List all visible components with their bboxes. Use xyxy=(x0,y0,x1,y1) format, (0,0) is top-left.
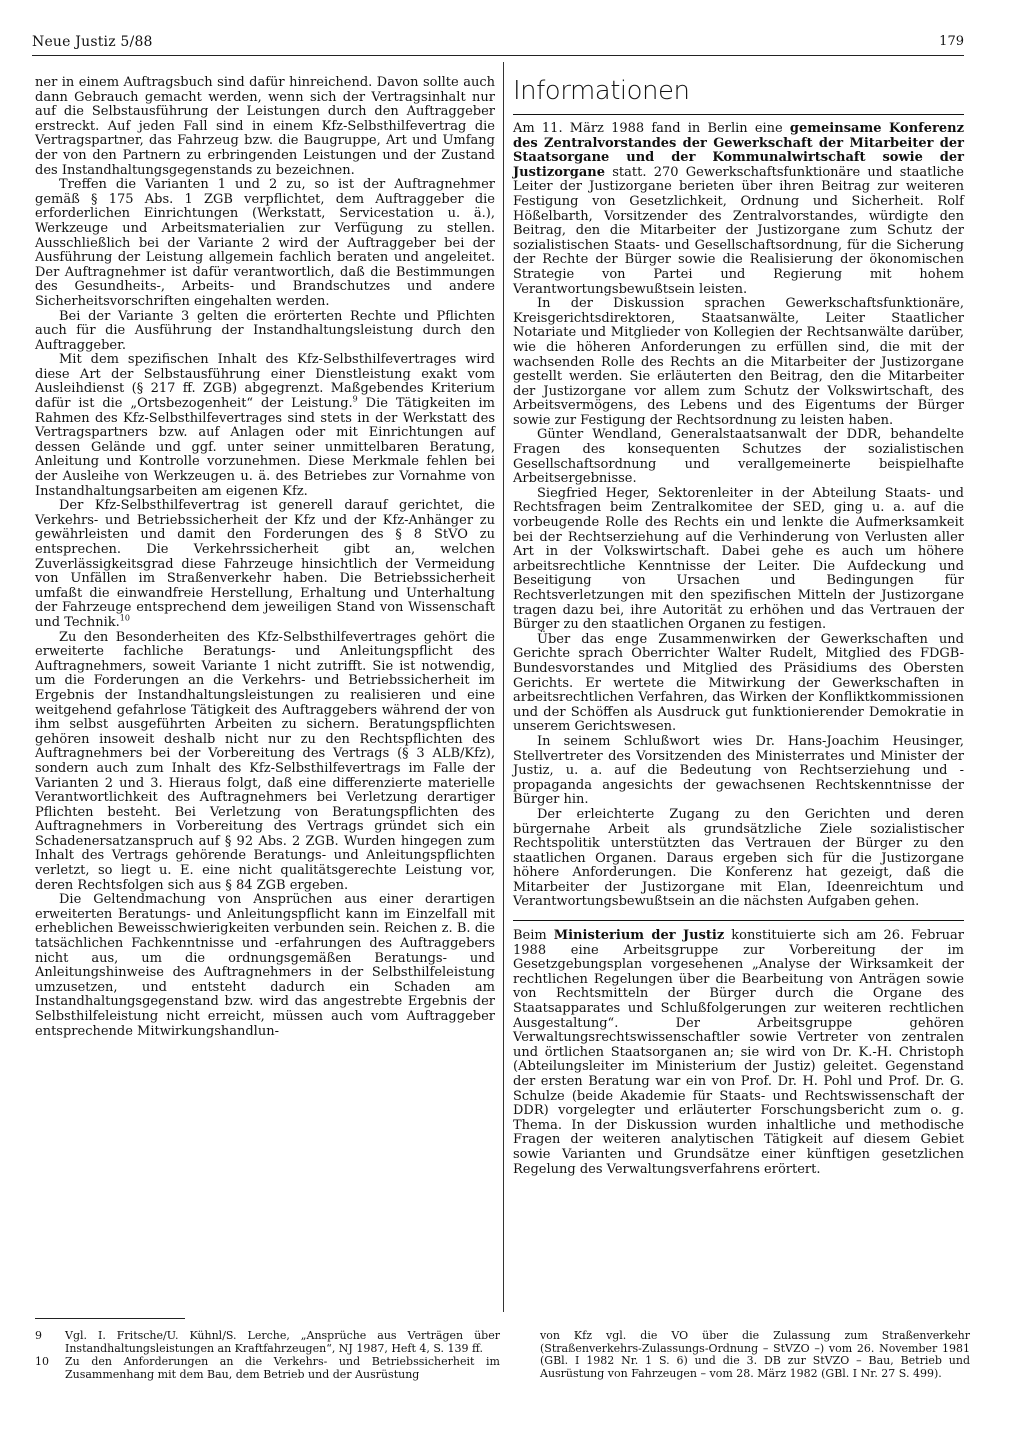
right-column xyxy=(513,76,964,1177)
left-paragraph-5-text: Der Kfz-Selbsthilfevertrag ist generell darauf gerichtet, die Verkehrs- und Betriebssicherheit der Kfz und der Kfz-Anhänger zu gewährleisten und damit den Forderungen des § 8 StVO zu entsprechen. Die Verkehrssicherheit gibt an, welchen Zuverlässigkeitsgrad diese Fahrzeuge hinsichtlich der Vermeidung von Unfällen im Straßenverkehr haben. Die Betriebssicherheit umfaßt die einwandfreie Herstellung, Erhaltung und Unterhaltung der Fahrzeuge entsprechend dem jeweiligen Stand von Wissenschaft und Technik. xyxy=(35,498,495,630)
section-rule xyxy=(513,114,964,115)
column-divider xyxy=(503,62,504,1312)
info-item-1-lead xyxy=(513,122,964,297)
info-item-1-paragraph-4: Siegfried Heger, Sektorenleiter in der Abteilung Staats- und Rechtsfragen beim Zentralkomitee der SED, ging u. a. auf die vorbeugende Rolle des Rechts ein und lenkte die Aufmerksamkeit bei der Rechtserziehung auf die Verhinderung von Verlusten aller Art in der Volkswirtschaft. Dabei gehe es auch um höhere arbeitsrechtliche Kenntnisse der Leiter. Die Aufdeckung und Beseitigung von Ursachen und Bedingungen für Rechtsverletzungen mit den spezifischen Mitteln der Justizorgane tragen dazu bei, ihre Autorität zu erhöhen und das Vertrauen der Bürger zu den staatlichen Organen zu festigen. xyxy=(513,485,964,633)
left-paragraph-4-continuation: Die Tätigkeiten im Rahmen des Kfz-Selbsthilfevertrages sind stets in der Werkstatt des Vertragspartners bzw. auf Anlagen oder mit Einrichtungen auf dessen Gelände und ggf. unter seiner unmittelbaren Beratung, Anleitung und Kontrolle vorzunehmen. Diese Merkmale fehlen bei der Ausleihe von Werkzeugen u. ä. des Betriebes zur Vornahme von Instandhaltungsarbeiten am eigenen Kfz. xyxy=(35,396,495,499)
left-paragraph-3: Bei der Variante 3 gelten die erörterten Rechte und Pflichten auch für die Ausführung der Instandhaltungsleistung durch den Auftraggeber. xyxy=(35,308,495,353)
info-item-2-lead-rest: konstituierte sich am 26. Februar 1988 eine Arbeitsgruppe zur Vorbereitung der im Gesetzgebungsplan vorgesehenen „Analyse der Wirksamkeit der rechtlichen Regelungen über die Bearbeitung von Anträgen sowie von Rechtsmitteln der Bürger durch die Organe des Staatsapparates und Schlußfolgerungen zur weiteren rechtlichen Ausgestaltung“. Der Arbeitsgruppe gehören Verwaltungsrechtswissenschaftler sowie Vertreter von zentralen und örtlichen Staatsorganen an; sie wird von Dr. K.-H. Christoph (Abteilungsleiter im Ministerium der Justiz) geleitet. Gegenstand der ersten Beratung war ein von Prof. Dr. H. Pohl und Prof. Dr. G. Schulze (beide Akademie für Staats- und Rechtswissenschaft der DDR) vorgelegter und erläuterter Forschungsbericht zum o. g. Thema. In der Diskussion wurden inhaltliche und methodische Fragen der weiteren analytischen Tätigkeit auf diesem Gebiet sowie Varianten und Grundsätze einer künftigen gesetzlichen Regelung des Verwaltungsverfahrens erörtert. xyxy=(513,928,964,1177)
left-paragraph-7: Die Geltendmachung von Ansprüchen aus einer derartigen erweiterten Beratungs- und Anleitungspflicht kann im Einzelfall mit erheblichen Beweisschwierigkeiten verbunden sein. Reichen z. B. die tatsächlichen Fachkenntnisse und -erfahrungen des Auftraggebers nicht aus, um die ordnungsgemäßen Beratungs- und Anleitungshinweise des Auftragnehmers in der Selbsthilfeleistung umzusetzen, und entsteht dadurch ein Schaden am Instandhaltungsgegenstand bzw. wird das angestrebte Ergebnis der Selbsthilfeleistung nicht erreicht, müssen auch vom Auftraggeber entsprechende Mitwirkungshandlun- xyxy=(35,892,495,1039)
info-item-1-lead-rest: statt. 270 Gewerkschaftsfunktionäre und staatliche Leiter der Justizorgane berieten über ihren Beitrag zur weiteren Festigung von Gesetzlichkeit, Ordnung und Sicherheit. Rolf Hößelbarth, Vorsitzender des Zentralvorstandes, würdigte den Beitrag, den die Mitarbeiter der Justizorgane zum Schutz der sozialistischen Staats- und Gesellschaftsordnung, für die Sicherung der Rechte der Bürger sowie die Realisierung der ökonomischen Strategie von Partei und Regierung mit hohem Verantwortungsbewußtsein leisten. xyxy=(513,164,964,297)
left-paragraph-6: Zu den Besonderheiten des Kfz-Selbsthilfevertrages gehört die erweiterte fachliche Beratungs- und Anleitungspflicht des Auftragnehmers, soweit Variante 1 nicht zutrifft. Sie ist notwendig, um die Forderungen an die Verkehrs- und Betriebssicherheit im Ergebnis der Instandhaltungsleistungen zu realisieren und eine weitgehend gefahrlose Tätigkeit des Auftraggebers während der von ihm selbst ausgeführten Arbeiten zu sichern. Beratungspflichten gehören insoweit deshalb nicht nur zu den Rechtspflichten des Auftragnehmers bei der Vorbereitung des Vertrags (§ 3 ALB/Kfz), sondern auch zum Inhalt des Kfz-Selbsthilfevertrags im Falle der Varianten 2 und 3. Hieraus folgt, daß eine differenzierte materielle Verantwortlichkeit des Auftragnehmers bei Verletzung derartiger Pflichten besteht. Bei Verletzung von Beratungspflichten des Auftragnehmers in Vorbereitung des Vertrags gründet sich ein Schadenersatzanspruch auf § 92 Abs. 2 ZGB. Wurden hingegen zum Inhalt des Vertrags gehörende Beratungs- und Anleitungspflichten verletzt, so liegt u. E. eine nicht qualitätsgerechte Leistung vor, deren Rechtsfolgen sich aus § 84 ZGB ergeben. xyxy=(35,629,495,893)
left-paragraph-2: Treffen die Varianten 1 und 2 zu, so ist der Auftragnehmer gemäß § 175 Abs. 1 ZGB verpflichtet, dem Auftraggeber die erforderlichen Einrichtungen (Werkstatt, Servicestation u. ä.), Werkzeuge und Arbeitsmaterialien zur Verfügung zu stellen. Ausschließlich bei der Variante 2 wird der Auftraggeber bei der Ausführung der Leistung allgemein fachlich beraten und angeleitet. Der Auftragnehmer ist dafür verantwortlich, daß die Bestimmungen des Gesundheits-, Arbeits- und Brandschutzes und andere Sicherheitsvorschriften eingehalten werden. xyxy=(35,177,495,309)
footnote-9 xyxy=(35,1330,500,1355)
info-item-1-paragraph-7: Der erleichterte Zugang zu den Gerichten und deren bürgernahe Arbeit als grundsätzliche Ziele sozialistischer Rechtspolitik unterstützten das Vertrauen der Bürger zu den staatlichen Organen. Daraus ergeben sich für die Justizorgane höhere Anforderungen. Die Konferenz hat gezeigt, daß die Mitarbeiter der Justizorgane mit Elan, Ideenreichtum und Verantwortungsbewußtsein an die nächsten Aufgaben gehen. xyxy=(513,806,964,910)
footnote-9-number: 9 xyxy=(35,1329,42,1342)
info-item-1-paragraph-6: In seinem Schlußwort wies Dr. Hans-Joachim Heusinger, Stellvertreter des Vorsitzenden des Ministerrates und Minister der Justiz, u. a. auf die Bedeutung von Rechtserziehung und -propaganda angesichts der gewachsenen Rechtskenntnisse der Bürger hin. xyxy=(513,733,964,808)
header-rule xyxy=(32,55,964,56)
info-item-1-paragraph-5: Über das enge Zusammenwirken der Gewerkschaften und Gerichte sprach Oberrichter Walter Rudelt, Mitglied des FDGB-Bundesvorstandes und Mitglied des Präsidiums des Obersten Gerichts. Er wertete die Mitwirkung der Gewerkschaften in arbeitsrechtlichen Verfahren, das Wirken der Konfliktkommissionen und der Schöffen als Ausdruck gut funktionierender Demokratie in unserem Gerichtswesen. xyxy=(513,631,964,735)
info-item-1-paragraph-2: In der Diskussion sprachen Gewerkschaftsfunktionäre, Kreisgerichtsdirektoren, Staatsanwälte, Leiter Staatlicher Notariate und Mitglieder von Kollegien der Rechtsanwälte darüber, wie die höheren Anforderungen zu erfüllen sind, die mit der wachsenden Rolle des Rechts an die Mitarbeiter der Justizorgane gestellt werden. Sie erläuterten den Beitrag, den die Mitarbeiter der Justizorgane vor allem zum Schutz der Volkswirtschaft, des Arbeitsvermögens, des Lebens und des Eigentums der Bürger sowie zur Festigung der Rechtsordnung zu leisten haben. xyxy=(513,296,964,428)
footnote-9-text: Vgl. I. Fritsche/U. Kühnl/S. Lerche, „Ansprüche aus Verträgen über Instandhaltungsleistungen an Kraftfahrzeugen“, NJ 1987, Heft 4, S. 139 ff. xyxy=(65,1329,500,1355)
footnote-10 xyxy=(35,1356,500,1381)
info-item-1-paragraph-3: Günter Wendland, Generalstaatsanwalt der DDR, behandelte Fragen des konsequenten Schutzes der sozialistischen Gesellschaftsordnung und verallgemeinerte beispielhafte Arbeitsergebnisse. xyxy=(513,427,964,487)
info-item-2-text xyxy=(513,929,964,1177)
footnote-ref-10: 10 xyxy=(119,613,130,623)
left-column xyxy=(35,76,495,1039)
footnote-10-text: Zu den Anforderungen an die Verkehrs- und Betriebssicherheit im Zusammenhang mit dem Bau, dem Betrieb und der Ausrüstung xyxy=(65,1355,500,1381)
left-paragraph-5 xyxy=(35,499,495,630)
footnote-rule xyxy=(35,1318,185,1319)
info-item-2 xyxy=(513,920,964,1177)
footnotes-left xyxy=(35,1330,500,1382)
footnote-ref-9: 9 xyxy=(352,394,358,404)
footnote-10-number: 10 xyxy=(35,1355,49,1368)
info-item-2-lead-bold: Ministerium der Justiz xyxy=(553,928,725,944)
section-title: Informationen xyxy=(513,76,690,106)
info-item-1-lead-bold: gemeinsame Konferenz des Zentralvorstandes der Gewerkschaft der Mitarbeiter der Staatsorgane und der Kommunalwirtschaft sowie der Justizorgane xyxy=(513,121,964,180)
page-number: 179 xyxy=(939,34,964,49)
footnotes-right xyxy=(540,1330,970,1380)
left-paragraph-4-text: Mit dem spezifischen Inhalt des Kfz-Selbsthilfevertrages wird diese Art der Selbstausführung einer Dienstleistung exakt vom Ausleihdienst (§ 217 ff. ZGB) abgegrenzt. Maßgebendes Kriterium dafür ist die „Ortsbezogenheit“ der Leistung. xyxy=(35,352,495,412)
left-paragraph-1: ner in einem Auftragsbuch sind dafür hinreichend. Davon sollte auch dann Gebrauch gemacht werden, wenn sich der Vertragsinhalt nur auf die Selbstausführung der Leistungen durch den Auftraggeber erstreckt. Auf jeden Fall sind in einem Kfz-Selbsthilfevertrag die Vertragspartner, das Fahrzeug bzw. die Baugruppe, Art und Umfang der von den Partnern zu erbringenden Leistungen und der Zustand des Instandhaltungsgegenstands zu bezeichnen. xyxy=(35,75,495,178)
info-item-2-lead-plain: Beim xyxy=(513,928,554,944)
left-paragraph-4 xyxy=(35,353,495,499)
footnote-10-continuation: von Kfz vgl. die VO über die Zulassung zum Straßenverkehr (Straßenverkehrs-Zulassungs-Ordnung – StVZO –) vom 26. November 1981 (GBl. I 1982 Nr. 1 S. 6) und die 3. DB zur StVZO – Bau, Betrieb und Ausrüstung von Fahrzeugen – vom 28. März 1982 (GBl. I Nr. 27 S. 499). xyxy=(540,1329,970,1380)
running-head: Neue Justiz 5/88 xyxy=(32,34,153,50)
info-item-1-lead-plain: Am 11. März 1988 fand in Berlin eine xyxy=(513,121,790,136)
